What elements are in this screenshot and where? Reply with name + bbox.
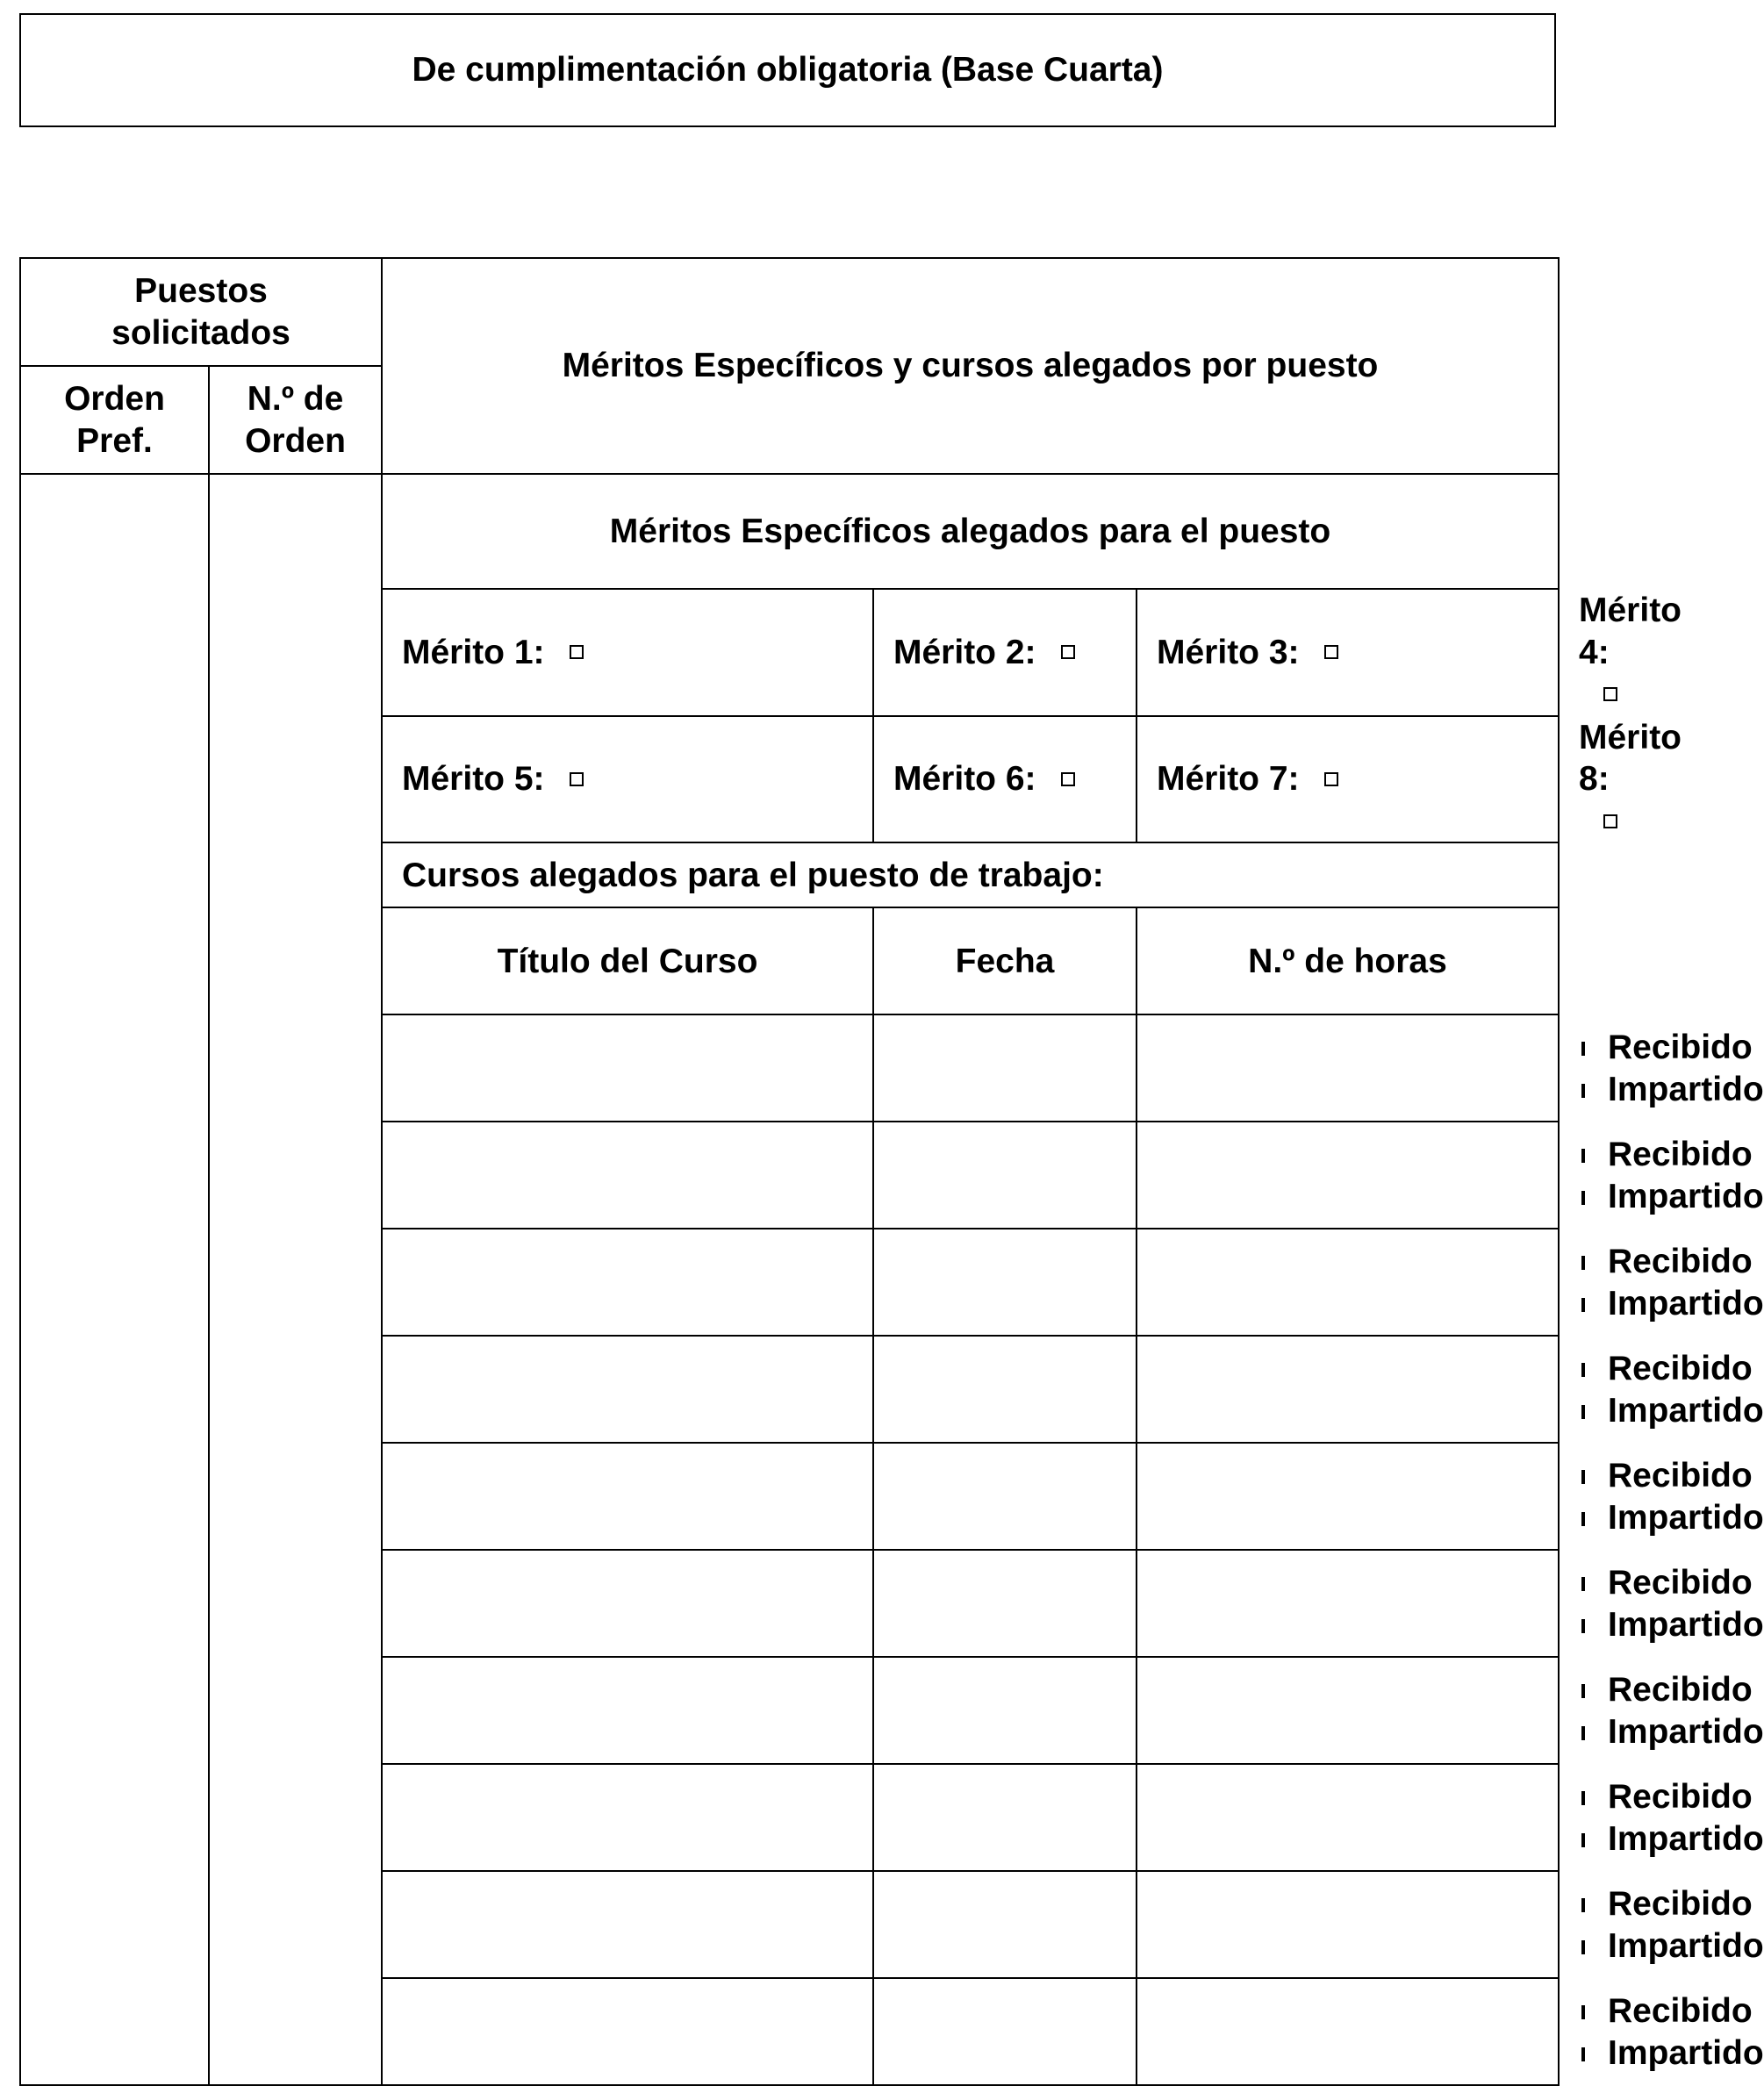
impartido-checkbox[interactable] bbox=[1581, 1940, 1585, 1954]
recibido-label: Recibido bbox=[1608, 1884, 1753, 1923]
impartido-label: Impartido bbox=[1608, 2033, 1764, 2072]
course-horas-cell[interactable] bbox=[1137, 1550, 1559, 1657]
puestos-solicitados-header: Puestos solicitados bbox=[20, 258, 382, 366]
merito-7-cell[interactable] bbox=[1137, 716, 1559, 843]
impartido-label: Impartido bbox=[1608, 1284, 1764, 1323]
course-fecha-cell[interactable] bbox=[873, 1657, 1137, 1764]
impartido-label: Impartido bbox=[1608, 1605, 1764, 1644]
impartido-checkbox[interactable] bbox=[1581, 1619, 1585, 1633]
merito-6-checkbox[interactable] bbox=[1061, 772, 1075, 786]
course-titulo-cell[interactable] bbox=[382, 1657, 873, 1764]
impartido-label: Impartido bbox=[1608, 1391, 1764, 1430]
meritos-section-title: Méritos Específicos alegados para el puesto bbox=[382, 474, 1559, 589]
course-titulo-cell[interactable] bbox=[382, 1014, 873, 1122]
titulo-curso-header: Título del Curso bbox=[382, 907, 873, 1014]
recibido-label: Recibido bbox=[1608, 1563, 1753, 1602]
recibido-label: Recibido bbox=[1608, 1777, 1753, 1816]
recibido-checkbox[interactable] bbox=[1581, 1791, 1585, 1805]
course-horas-cell[interactable] bbox=[1137, 1764, 1559, 1871]
merito-3-label: Mérito 3: bbox=[1157, 633, 1300, 671]
course-titulo-cell[interactable] bbox=[382, 1550, 873, 1657]
course-fecha-cell[interactable] bbox=[873, 1443, 1137, 1550]
orden-pref-cell[interactable] bbox=[20, 474, 209, 2085]
recibido-checkbox[interactable] bbox=[1581, 1363, 1585, 1377]
merito-3-checkbox[interactable] bbox=[1324, 645, 1338, 659]
impartido-label: Impartido bbox=[1608, 1712, 1764, 1751]
course-fecha-cell[interactable] bbox=[873, 1764, 1137, 1871]
recibido-label: Recibido bbox=[1608, 1242, 1753, 1280]
recibido-checkbox[interactable] bbox=[1581, 1577, 1585, 1591]
course-horas-cell[interactable] bbox=[1137, 1122, 1559, 1229]
recibido-label: Recibido bbox=[1608, 1991, 1753, 2030]
merito-1-label: Mérito 1: bbox=[402, 633, 545, 671]
impartido-checkbox[interactable] bbox=[1581, 1833, 1585, 1847]
merito-1-cell[interactable] bbox=[382, 589, 873, 716]
merito-5-cell[interactable] bbox=[382, 716, 873, 843]
merito-7-label: Mérito 7: bbox=[1157, 760, 1300, 799]
merito-4-checkbox[interactable] bbox=[1603, 687, 1617, 701]
course-horas-cell[interactable] bbox=[1137, 1229, 1559, 1336]
course-titulo-cell[interactable] bbox=[382, 1871, 873, 1978]
impartido-checkbox[interactable] bbox=[1581, 1084, 1585, 1098]
impartido-checkbox[interactable] bbox=[1581, 1405, 1585, 1419]
recibido-checkbox[interactable] bbox=[1581, 1470, 1585, 1484]
merito-8-label: Mérito 8: bbox=[1579, 718, 1682, 799]
fecha-header: Fecha bbox=[873, 907, 1137, 1014]
course-fecha-cell[interactable] bbox=[873, 1229, 1137, 1336]
course-titulo-cell[interactable] bbox=[382, 1336, 873, 1443]
impartido-checkbox[interactable] bbox=[1581, 1191, 1585, 1205]
course-fecha-cell[interactable] bbox=[873, 1122, 1137, 1229]
course-titulo-cell[interactable] bbox=[382, 1764, 873, 1871]
recibido-checkbox[interactable] bbox=[1581, 2005, 1585, 2019]
merito-6-cell[interactable] bbox=[873, 716, 1137, 843]
cursos-section-title: Cursos alegados para el puesto de trabajo: bbox=[382, 842, 1559, 907]
course-horas-cell[interactable] bbox=[1137, 1657, 1559, 1764]
merito-4-label: Mérito 4: bbox=[1579, 591, 1682, 671]
course-horas-cell[interactable] bbox=[1137, 1871, 1559, 1978]
recibido-label: Recibido bbox=[1608, 1028, 1753, 1066]
course-titulo-cell[interactable] bbox=[382, 1978, 873, 2085]
merito-8-checkbox[interactable] bbox=[1603, 814, 1617, 828]
course-fecha-cell[interactable] bbox=[873, 1550, 1137, 1657]
merito-6-label: Mérito 6: bbox=[893, 760, 1036, 799]
recibido-label: Recibido bbox=[1608, 1670, 1753, 1709]
recibido-checkbox[interactable] bbox=[1581, 1042, 1585, 1056]
impartido-checkbox[interactable] bbox=[1581, 1726, 1585, 1740]
impartido-checkbox[interactable] bbox=[1581, 1298, 1585, 1312]
merito-1-checkbox[interactable] bbox=[570, 645, 584, 659]
course-fecha-cell[interactable] bbox=[873, 1014, 1137, 1122]
course-titulo-cell[interactable] bbox=[382, 1229, 873, 1336]
course-horas-cell[interactable] bbox=[1137, 1978, 1559, 2085]
course-fecha-cell[interactable] bbox=[873, 1978, 1137, 2085]
course-fecha-cell[interactable] bbox=[873, 1871, 1137, 1978]
mandatory-notice-box bbox=[19, 13, 1556, 127]
merito-2-cell[interactable] bbox=[873, 589, 1137, 716]
n-orden-cell[interactable] bbox=[209, 474, 382, 2085]
course-titulo-cell[interactable] bbox=[382, 1443, 873, 1550]
recibido-checkbox[interactable] bbox=[1581, 1684, 1585, 1698]
orden-pref-header: Orden Pref. bbox=[20, 366, 209, 474]
mandatory-notice-text: De cumplimentación obligatoria (Base Cuarta) bbox=[412, 51, 1164, 89]
horas-header: N.º de horas bbox=[1137, 907, 1559, 1014]
merito-2-checkbox[interactable] bbox=[1061, 645, 1075, 659]
impartido-label: Impartido bbox=[1608, 1926, 1764, 1965]
course-horas-cell[interactable] bbox=[1137, 1443, 1559, 1550]
recibido-label: Recibido bbox=[1608, 1349, 1753, 1387]
recibido-label: Recibido bbox=[1608, 1456, 1753, 1495]
recibido-checkbox[interactable] bbox=[1581, 1149, 1585, 1163]
merito-3-cell[interactable] bbox=[1137, 589, 1559, 716]
impartido-label: Impartido bbox=[1608, 1498, 1764, 1537]
n-orden-header: N.º de Orden bbox=[209, 366, 382, 474]
merito-7-checkbox[interactable] bbox=[1324, 772, 1338, 786]
recibido-label: Recibido bbox=[1608, 1135, 1753, 1173]
course-horas-cell[interactable] bbox=[1137, 1336, 1559, 1443]
application-form-table bbox=[19, 257, 1764, 2086]
impartido-checkbox[interactable] bbox=[1581, 1512, 1585, 1526]
course-titulo-cell[interactable] bbox=[382, 1122, 873, 1229]
impartido-label: Impartido bbox=[1608, 1177, 1764, 1215]
recibido-checkbox[interactable] bbox=[1581, 1256, 1585, 1270]
merito-5-label: Mérito 5: bbox=[402, 760, 545, 799]
impartido-checkbox[interactable] bbox=[1581, 2047, 1585, 2061]
recibido-checkbox[interactable] bbox=[1581, 1898, 1585, 1912]
course-horas-cell[interactable] bbox=[1137, 1014, 1559, 1122]
course-fecha-cell[interactable] bbox=[873, 1336, 1137, 1443]
impartido-label: Impartido bbox=[1608, 1070, 1764, 1108]
merito-5-checkbox[interactable] bbox=[570, 772, 584, 786]
impartido-label: Impartido bbox=[1608, 1819, 1764, 1858]
merito-2-label: Mérito 2: bbox=[893, 633, 1036, 671]
meritos-cursos-header: Méritos Específicos y cursos alegados por puesto bbox=[382, 258, 1559, 474]
